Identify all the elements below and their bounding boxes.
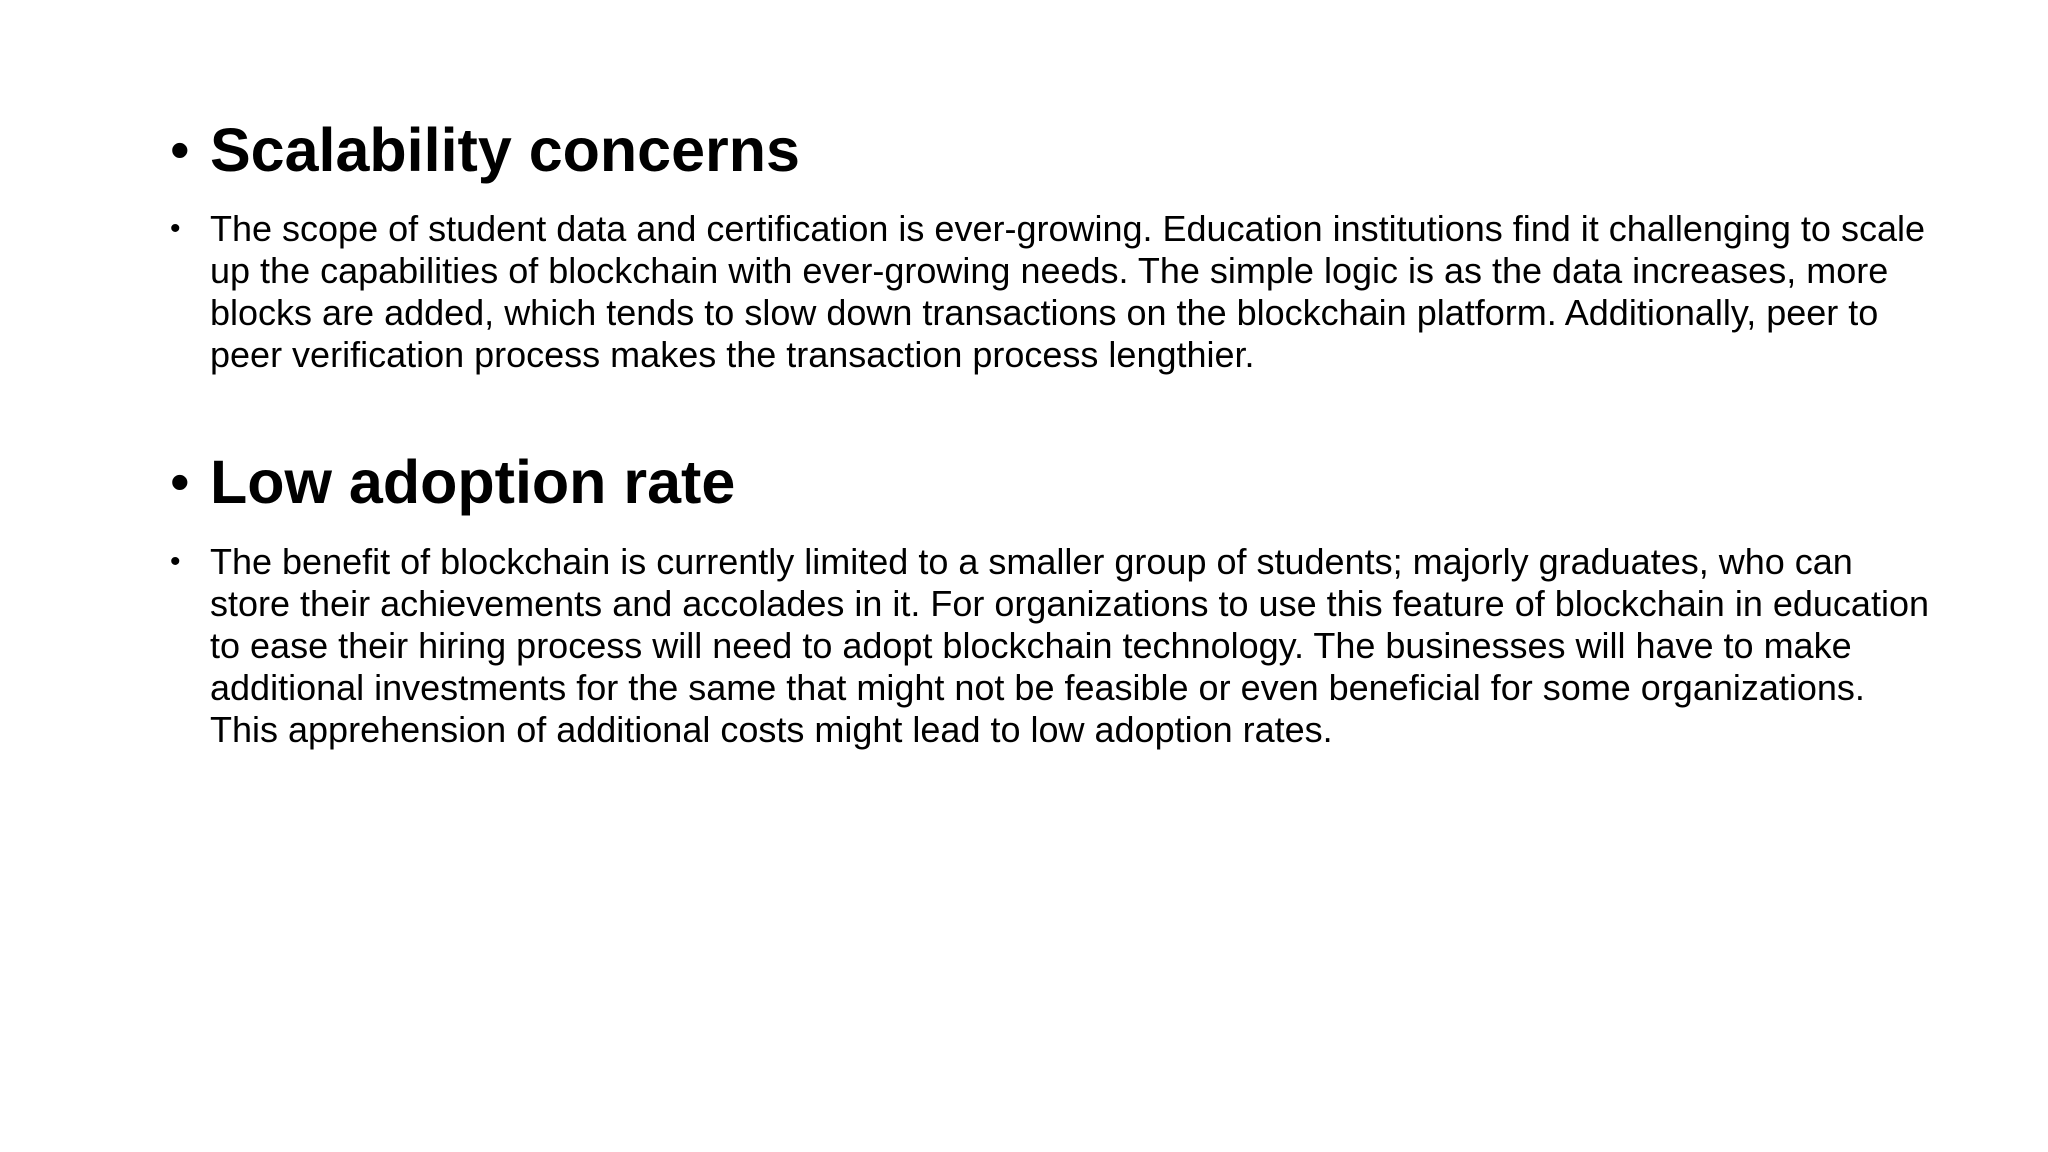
heading-text: Low adoption rate <box>210 448 736 516</box>
heading-text: Scalability concerns <box>210 116 800 184</box>
bullet-marker: • <box>170 450 190 513</box>
body-paragraph: The benefit of blockchain is currently limited to a smaller group of students; majorly graduates, who can store their achievements and accolades in it. For organizations to use this feature of blockchain in education to ease their hiring process will need to adopt blockchain technology. The businesses will have to make additional investments for the same that might not be feasible or even beneficial for some organizations. This apprehension of additional costs might lead to low adoption rates. <box>210 541 1929 750</box>
section-body-scalability <box>170 208 1930 376</box>
section-body-low-adoption <box>170 541 1930 751</box>
body-paragraph: The scope of student data and certification is ever-growing. Education institutions find it challenging to scale up the capabilities of blockchain with ever-growing needs. The simple logic is as the data increases, more blocks are added, which tends to slow down transactions on the blockchain platform. Additionally, peer to peer verification process makes the transaction process lengthier. <box>210 208 1925 375</box>
bullet-marker: • <box>170 118 190 181</box>
section-heading-scalability <box>170 114 800 186</box>
bullet-marker: • <box>170 212 181 245</box>
bullet-marker: • <box>170 545 181 578</box>
section-heading-low-adoption <box>170 446 735 518</box>
